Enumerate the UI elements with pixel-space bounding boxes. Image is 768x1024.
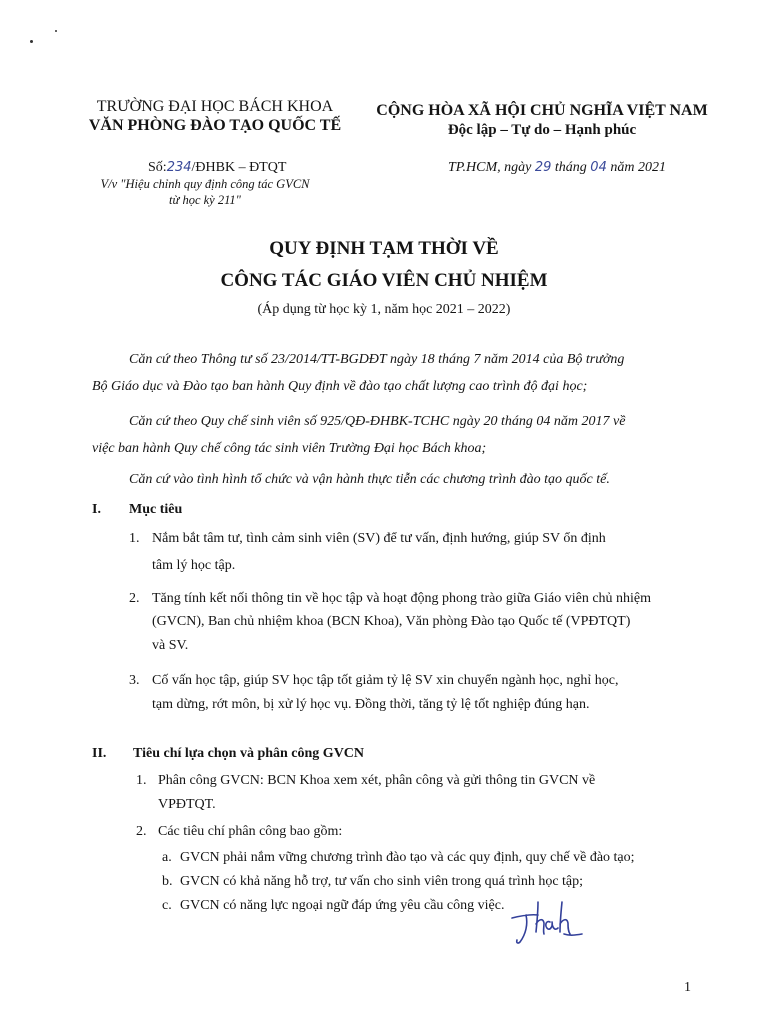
nation-line-1: CỘNG HÒA XÃ HỘI CHỦ NGHĨA VIỆT NAM (376, 102, 708, 119)
scan-speck (55, 30, 57, 32)
section-1-item-1-line-2: tâm lý học tập. (152, 558, 236, 573)
title-line-2: CÔNG TÁC GIÁO VIÊN CHỦ NHIỆM (220, 270, 548, 291)
page-number: 1 (684, 980, 691, 995)
section-1-item-3-line-2: tạm dừng, rớt môn, bị xử lý học vụ. Đồng thời, tăng tỷ lệ tốt nghiệp đúng hạn. (152, 697, 590, 712)
section-1-numeral: I. (92, 502, 101, 517)
section-2-item-2-num: 2. (136, 824, 147, 839)
section-2-item-1-line-1: Phân công GVCN: BCN Khoa xem xét, phân công và gửi thông tin GVCN về (158, 773, 596, 788)
section-2-heading: Tiêu chí lựa chọn và phân công GVCN (133, 746, 365, 761)
preamble-3-line-1: Căn cứ vào tình hình tổ chức và vận hành thực tiễn các chương trình đào tạo quốc tế. (129, 472, 610, 487)
subject-line-2: từ học kỳ 211" (169, 193, 241, 207)
section-1-item-2-line-2: (GVCN), Ban chủ nhiệm khoa (BCN Khoa), Văn phòng Đào tạo Quốc tế (VPĐTQT) (152, 614, 631, 629)
scan-speck (30, 40, 33, 43)
section-2-subitem-a-text: GVCN phải nắm vững chương trình đào tạo và các quy định, quy chế về đào tạo; (180, 850, 635, 865)
org-line-1: TRƯỜNG ĐẠI HỌC BÁCH KHOA (96, 98, 334, 115)
section-2-item-1-num: 1. (136, 773, 147, 788)
document-number (148, 160, 286, 176)
preamble-2-line-2: việc ban hành Quy chế công tác sinh viên Trường Đại học Bách khoa; (92, 441, 487, 456)
section-1-item-1-line-1: Nắm bắt tâm tư, tình cảm sinh viên (SV) để tư vấn, định hướng, giúp SV ổn định (152, 531, 606, 546)
date-line (448, 160, 666, 176)
subject-line-1: V/v "Hiệu chỉnh quy định công tác GVCN (100, 177, 310, 191)
section-1-item-2-line-3: và SV. (152, 638, 189, 653)
section-2-subitem-b-text: GVCN có khả năng hỗ trợ, tư vấn cho sinh viên trong quá trình học tập; (180, 874, 584, 889)
section-1-heading: Mục tiêu (129, 502, 183, 517)
section-2-numeral: II. (92, 746, 107, 761)
section-1-item-2-line-1: Tăng tính kết nối thông tin về học tập và hoạt động phong trào giữa Giáo viên chủ nhiệm (152, 591, 652, 606)
section-2-item-1-line-2: VPĐTQT. (158, 797, 216, 812)
date-month-label: tháng (554, 160, 587, 175)
date-year: năm 2021 (610, 160, 666, 175)
section-2-subitem-c-letter: c. (162, 898, 172, 913)
title-subtitle: (Áp dụng từ học kỳ 1, năm học 2021 – 2022) (257, 302, 511, 317)
section-1-item-3-line-1: Cố vấn học tập, giúp SV học tập tốt giảm tỷ lệ SV xin chuyển ngành học, nghỉ học, (152, 673, 619, 688)
section-1-item-2-num: 2. (129, 591, 140, 606)
handwritten-signature (508, 898, 588, 950)
preamble-2-line-1: Căn cứ theo Quy chế sinh viên số 925/QĐ-ĐHBK-TCHC ngày 20 tháng 04 năm 2017 về (129, 414, 626, 429)
number-suffix: /ĐHBK – ĐTQT (191, 160, 287, 175)
number-handwritten: 234 (166, 160, 192, 175)
date-month: 04 (590, 160, 607, 175)
section-2-item-2-line-1: Các tiêu chí phân công bao gồm: (158, 824, 343, 839)
org-line-2: VĂN PHÒNG ĐÀO TẠO QUỐC TẾ (88, 117, 342, 134)
section-1-item-1-num: 1. (129, 531, 140, 546)
section-1-item-3-num: 3. (129, 673, 140, 688)
date-day: 29 (534, 160, 552, 175)
section-2-subitem-c-text: GVCN có năng lực ngoại ngữ đáp ứng yêu cầu công việc. (180, 898, 505, 913)
section-2-subitem-a-letter: a. (162, 850, 172, 865)
section-2-subitem-b-letter: b. (162, 874, 173, 889)
title-line-1: QUY ĐỊNH TẠM THỜI VỀ (269, 238, 499, 259)
number-prefix: Số: (148, 160, 167, 175)
nation-line-2: Độc lập – Tự do – Hạnh phúc (447, 122, 637, 138)
preamble-1-line-2: Bộ Giáo dục và Đào tạo ban hành Quy định về đào tạo chất lượng cao trình độ đại học; (92, 379, 588, 394)
preamble-1-line-1: Căn cứ theo Thông tư số 23/2014/TT-BGDĐT ngày 18 tháng 7 năm 2014 của Bộ trưởng (129, 352, 625, 367)
date-prefix: TP.HCM, ngày (448, 160, 532, 175)
